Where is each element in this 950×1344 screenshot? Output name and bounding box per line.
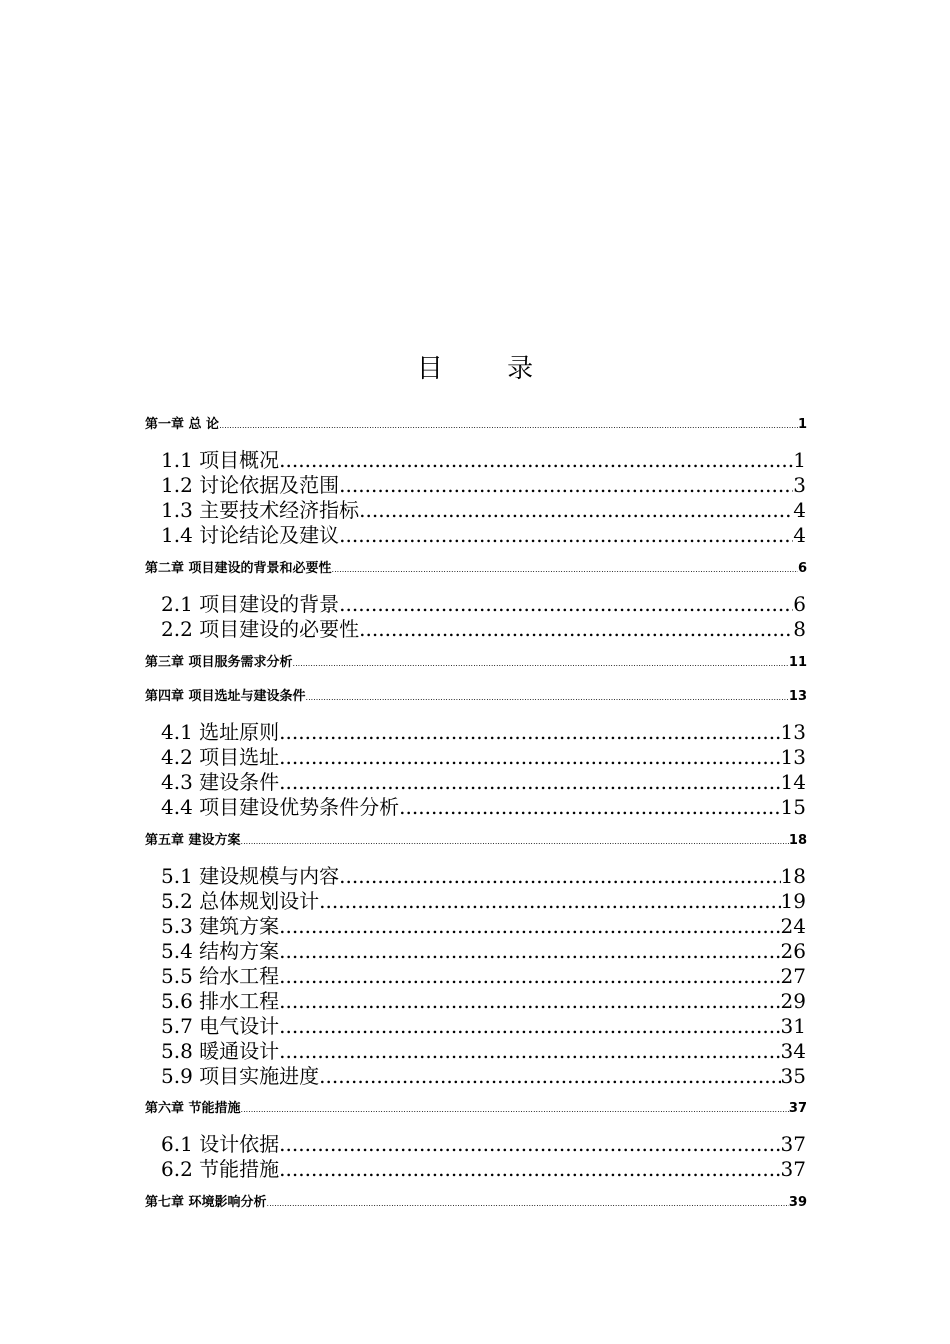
toc-dot-leader [279, 1014, 780, 1039]
toc-page-number: 39 [788, 1195, 807, 1210]
toc-page-number: 1 [797, 417, 807, 432]
toc-section-entry[interactable] [161, 1014, 806, 1039]
toc-page-number: 26 [780, 939, 806, 963]
toc-dot-leader [319, 1064, 780, 1089]
toc-dot-leader [332, 561, 798, 578]
toc-dot-leader [241, 833, 789, 850]
toc-dot-leader [279, 964, 780, 989]
toc-entry-label: 1.1 项目概况 [161, 448, 280, 472]
toc-section-entry[interactable] [161, 473, 806, 498]
toc-entry-label: 4.3 建设条件 [161, 770, 280, 794]
toc-entry-label: 5.3 建筑方案 [161, 914, 280, 938]
toc-section-entry[interactable] [161, 745, 806, 770]
toc-chapter-entry[interactable] [145, 416, 807, 434]
toc-section-entry[interactable] [161, 964, 806, 989]
toc-dot-leader [399, 795, 780, 820]
toc-title: 目 录 [416, 354, 562, 384]
toc-page-number: 15 [780, 795, 806, 819]
toc-section-entry[interactable] [161, 1064, 806, 1089]
toc-page-number: 37 [788, 1101, 807, 1116]
toc-section-entry[interactable] [161, 939, 806, 964]
toc-entry-label: 5.8 暖通设计 [161, 1039, 280, 1063]
toc-entry-label: 5.2 总体规划设计 [161, 889, 320, 913]
toc-page-number: 6 [793, 592, 806, 616]
toc-chapter-entry[interactable] [145, 1100, 807, 1118]
toc-dot-leader [279, 448, 793, 473]
toc-page-number: 34 [780, 1039, 806, 1063]
toc-entry-label: 5.1 建设规模与内容 [161, 864, 340, 888]
toc-section-entry[interactable] [161, 592, 806, 617]
toc-dot-leader [241, 1101, 789, 1118]
toc-entry-label: 4.1 选址原则 [161, 720, 280, 744]
toc-page-number: 19 [780, 889, 806, 913]
toc-entry-label: 5.5 给水工程 [161, 964, 280, 988]
toc-dot-leader [279, 1039, 780, 1064]
toc-chapter-entry[interactable] [145, 654, 807, 672]
toc-entry-label: 6.1 设计依据 [161, 1132, 280, 1156]
toc-page-number: 13 [780, 745, 806, 769]
toc-dot-leader [279, 770, 780, 795]
toc-page-number: 3 [793, 473, 806, 497]
toc-entry-label: 1.4 讨论结论及建议 [161, 523, 340, 547]
toc-section-entry[interactable] [161, 617, 806, 642]
toc-entry-label: 1.3 主要技术经济指标 [161, 498, 360, 522]
toc-section-entry[interactable] [161, 523, 806, 548]
toc-dot-leader [279, 720, 780, 745]
toc-page-number: 11 [788, 655, 807, 670]
toc-dot-leader [359, 617, 793, 642]
toc-dot-leader [279, 1132, 780, 1157]
toc-section-entry[interactable] [161, 770, 806, 795]
toc-entry-label: 5.4 结构方案 [161, 939, 280, 963]
toc-entry-label: 第三章 项目服务需求分析 [145, 655, 293, 670]
toc-entry-label: 2.2 项目建设的必要性 [161, 617, 360, 641]
toc-page-number: 13 [780, 720, 806, 744]
toc-page-number: 29 [780, 989, 806, 1013]
toc-chapter-entry[interactable] [145, 832, 807, 850]
toc-section-entry[interactable] [161, 889, 806, 914]
toc-chapter-entry[interactable] [145, 1194, 807, 1212]
toc-dot-leader [267, 1195, 789, 1212]
toc-page-number: 14 [780, 770, 806, 794]
toc-entry-label: 第二章 项目建设的背景和必要性 [145, 561, 332, 576]
toc-page-number: 37 [780, 1157, 806, 1181]
toc-dot-leader [306, 689, 789, 706]
toc-section-entry[interactable] [161, 914, 806, 939]
toc-section-entry[interactable] [161, 989, 806, 1014]
toc-section-entry[interactable] [161, 1039, 806, 1064]
toc-dot-leader [279, 1157, 780, 1182]
toc-page-number: 27 [780, 964, 806, 988]
toc-dot-leader [339, 864, 780, 889]
toc-section-entry[interactable] [161, 720, 806, 745]
toc-section-entry[interactable] [161, 1132, 806, 1157]
toc-page-number: 31 [780, 1014, 806, 1038]
toc-entry-label: 5.6 排水工程 [161, 989, 280, 1013]
toc-page-number: 6 [797, 561, 807, 576]
toc-dot-leader [219, 417, 798, 434]
toc-page-number: 18 [788, 833, 807, 848]
toc-page-number: 4 [793, 498, 806, 522]
toc-page-number: 8 [793, 617, 806, 641]
toc-entry-label: 第五章 建设方案 [145, 833, 241, 848]
toc-entry-label: 4.4 项目建设优势条件分析 [161, 795, 400, 819]
toc-dot-leader [359, 498, 793, 523]
toc-dot-leader [279, 939, 780, 964]
toc-entry-label: 1.2 讨论依据及范围 [161, 473, 340, 497]
toc-entry-label: 第七章 环境影响分析 [145, 1195, 267, 1210]
toc-section-entry[interactable] [161, 1157, 806, 1182]
toc-entry-label: 5.7 电气设计 [161, 1014, 280, 1038]
toc-dot-leader [293, 655, 789, 672]
toc-section-entry[interactable] [161, 498, 806, 523]
toc-entry-label: 4.2 项目选址 [161, 745, 280, 769]
toc-entry-label: 第一章 总 论 [145, 417, 220, 432]
toc-page-number: 1 [793, 448, 806, 472]
toc-dot-leader [279, 745, 780, 770]
toc-dot-leader [279, 989, 780, 1014]
toc-page-number: 37 [780, 1132, 806, 1156]
toc-dot-leader [339, 473, 793, 498]
toc-section-entry[interactable] [161, 864, 806, 889]
toc-page-number: 24 [780, 914, 806, 938]
toc-section-entry[interactable] [161, 795, 806, 820]
toc-page-number: 13 [788, 689, 807, 704]
toc-dot-leader [319, 889, 780, 914]
toc-section-entry[interactable] [161, 448, 806, 473]
toc-dot-leader [279, 914, 780, 939]
toc-page-number: 35 [780, 1064, 806, 1088]
toc-entry-label: 第四章 项目选址与建设条件 [145, 689, 306, 704]
toc-chapter-entry[interactable] [145, 560, 807, 578]
toc-dot-leader [339, 592, 793, 617]
toc-chapter-entry[interactable] [145, 688, 807, 706]
toc-page-number: 4 [793, 523, 806, 547]
toc-entry-label: 第六章 节能措施 [145, 1101, 241, 1116]
toc-page-number: 18 [780, 864, 806, 888]
toc-entry-label: 5.9 项目实施进度 [161, 1064, 320, 1088]
toc-entry-label: 2.1 项目建设的背景 [161, 592, 340, 616]
toc-dot-leader [339, 523, 793, 548]
toc-entry-label: 6.2 节能措施 [161, 1157, 280, 1181]
